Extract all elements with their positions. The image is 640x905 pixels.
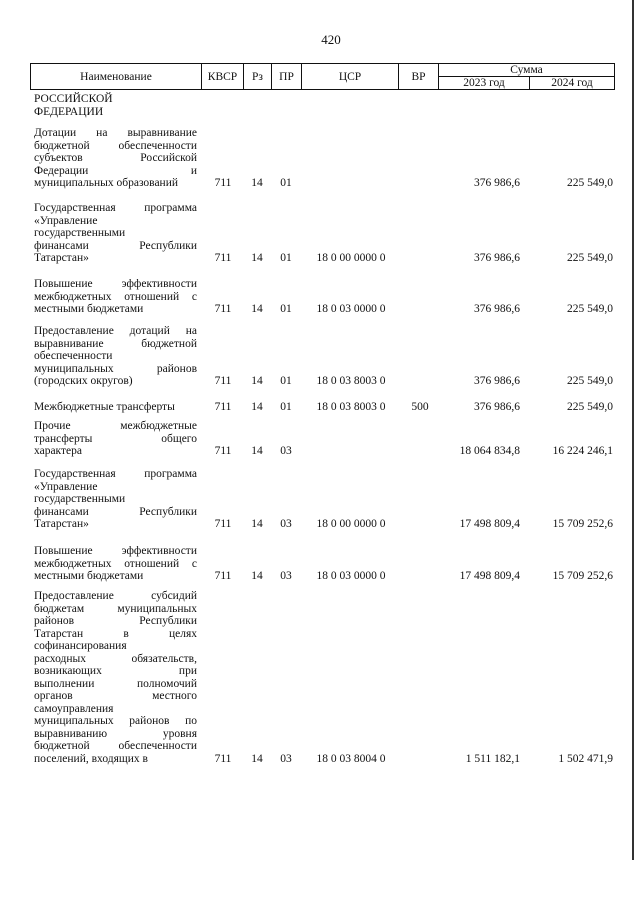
row-rz: 14 [251,177,263,189]
row-name-line: субъектов Российской [34,152,197,164]
row-name-line: Межбюджетные трансферты [34,401,175,413]
row-rz: 14 [251,252,263,264]
row-pr: 01 [280,177,292,189]
row-sum-2023: 376 986,6 [474,252,520,264]
row-csr: 18 0 03 0000 0 [316,303,386,315]
row-name [34,127,197,190]
row-name-line: муниципальных районов по [34,715,197,727]
header-kvsr: КВСР [202,64,244,89]
row-sum-2024: 225 549,0 [567,177,613,189]
row-name-line: бюджетам муниципальных [34,602,197,615]
row-pr: 01 [280,375,292,387]
table-row [0,127,640,190]
row-name-line: софинансирования [34,640,127,652]
row-rz: 14 [251,303,263,315]
row-name-line: расходных обязательств, [34,652,197,665]
row-sum-2023: 17 498 809,4 [459,570,520,582]
row-name-line: (городских округов) [34,375,133,387]
header-vr: ВР [399,64,439,89]
row-name-line: «Управление [34,480,98,493]
row-pr: 03 [280,445,292,457]
row-name-line: выполнении полномочий [34,677,197,690]
row-csr: 18 0 00 0000 0 [316,518,386,530]
row-pr: 03 [280,570,292,582]
row-name-line: «Управление [34,214,98,227]
row-kvsr: 711 [214,445,232,457]
row-name-line: возникающих при [34,665,197,677]
row-name-line: органов местного [34,690,197,702]
row-name [34,545,197,583]
row-name [34,93,197,118]
row-rz: 14 [251,752,263,765]
row-sum-2024: 16 224 246,1 [552,445,613,457]
row-kvsr: 711 [214,252,232,264]
table-row [0,278,640,316]
table-row [0,401,640,414]
row-name [34,325,197,388]
row-name-line: местными бюджетами [34,303,144,315]
row-sum-2023: 17 498 809,4 [459,518,520,530]
table-row [0,202,640,265]
row-name-line: Предоставление дотаций на [34,325,197,337]
row-sum-2024: 225 549,0 [567,252,613,264]
row-name-line: муниципальных образований [34,177,179,189]
table-header [30,63,615,90]
row-name-line: Татарстан в целях [34,627,197,640]
row-name-line: межбюджетных отношений с [34,290,197,303]
row-rz: 14 [251,518,263,530]
row-sum-2024: 225 549,0 [567,375,613,387]
row-name-line: выравниванию уровня [34,727,197,740]
row-name-line: финансами Республики [34,239,197,252]
table-row [0,468,640,531]
row-sum-2024: 225 549,0 [567,303,613,315]
row-name-line: обеспеченности [34,350,113,362]
row-sum-2024: 15 709 252,6 [552,570,613,582]
row-pr: 01 [280,252,292,264]
row-name [34,468,197,531]
table-row [0,590,640,765]
row-kvsr: 711 [214,401,232,413]
row-name-line: Прочие межбюджетные [34,420,197,432]
row-sum-2023: 376 986,6 [474,401,520,413]
row-name [34,590,197,765]
row-sum-2023: 18 064 834,8 [459,445,520,457]
row-name [34,401,197,414]
row-pr: 01 [280,303,292,315]
row-name-line: Федерации и [34,164,197,177]
row-name-line: Татарстан» [34,518,89,530]
page-number: 420 [321,32,341,47]
row-sum-2024: 1 502 471,9 [558,752,613,765]
row-name-line: поселений, входящих в [34,752,148,765]
row-rz: 14 [251,570,263,582]
header-csr: ЦСР [302,64,399,89]
row-name-line: Государственная программа [34,202,197,214]
header-year-2024: 2024 год [551,77,593,89]
row-name [34,202,197,265]
row-name-line: бюджетной обеспеченности [34,740,197,752]
row-name [34,420,197,458]
row-name-line: местными бюджетами [34,570,144,582]
row-kvsr: 711 [214,570,232,582]
header-name: Наименование [31,64,202,89]
row-kvsr: 711 [214,177,232,189]
header-year-2023: 2023 год [439,77,530,89]
row-sum-2023: 376 986,6 [474,177,520,189]
row-name-line: межбюджетных отношений с [34,557,197,570]
table-row [0,420,640,458]
row-sum-2023: 1 511 182,1 [465,752,520,765]
row-name-line: финансами Республики [34,505,197,518]
row-name-line: Государственная программа [34,468,197,480]
row-csr: 18 0 03 8003 0 [316,375,386,387]
row-vr: 500 [411,401,429,413]
row-name-line: Предоставление субсидий [34,590,197,602]
row-sum-2023: 376 986,6 [474,375,520,387]
row-kvsr: 711 [214,303,232,315]
row-name-line: Дотации на выравнивание [34,127,197,139]
table-row [0,93,640,118]
row-name-line: Татарстан» [34,252,89,264]
row-kvsr: 711 [214,752,232,765]
row-kvsr: 711 [214,375,232,387]
row-sum-2024: 15 709 252,6 [552,518,613,530]
row-name-line: самоуправления [34,702,114,715]
row-name-line: муниципальных районов [34,362,197,375]
row-csr: 18 0 03 8003 0 [316,401,386,413]
row-rz: 14 [251,401,263,413]
row-name-line: государственными [34,493,126,505]
table-row [0,325,640,388]
row-pr: 01 [280,401,292,413]
row-sum-2024: 225 549,0 [567,401,613,413]
header-rz: Рз [244,64,272,89]
row-sum-2023: 376 986,6 [474,303,520,315]
row-pr: 03 [280,518,292,530]
row-name-line: государственными [34,227,126,239]
table-row [0,545,640,583]
row-pr: 03 [280,752,292,765]
row-csr: 18 0 03 0000 0 [316,570,386,582]
row-name-line: РОССИЙСКОЙ [34,93,113,105]
row-name-line: выравнивание бюджетной [34,337,197,350]
row-name-line: ФЕДЕРАЦИИ [34,105,104,118]
row-name-line: районов Республики [34,615,197,627]
row-name-line: трансферты общего [34,432,197,445]
row-csr: 18 0 00 0000 0 [316,252,386,264]
header-pr: ПР [272,64,302,89]
header-sum: Сумма [439,64,614,77]
row-name-line: Повышение эффективности [34,545,197,557]
row-csr: 18 0 03 8004 0 [316,752,386,765]
row-kvsr: 711 [214,518,232,530]
row-name-line: бюджетной обеспеченности [34,139,197,152]
row-rz: 14 [251,375,263,387]
row-name [34,278,197,316]
row-rz: 14 [251,445,263,457]
row-name-line: Повышение эффективности [34,278,197,290]
row-name-line: характера [34,445,82,457]
